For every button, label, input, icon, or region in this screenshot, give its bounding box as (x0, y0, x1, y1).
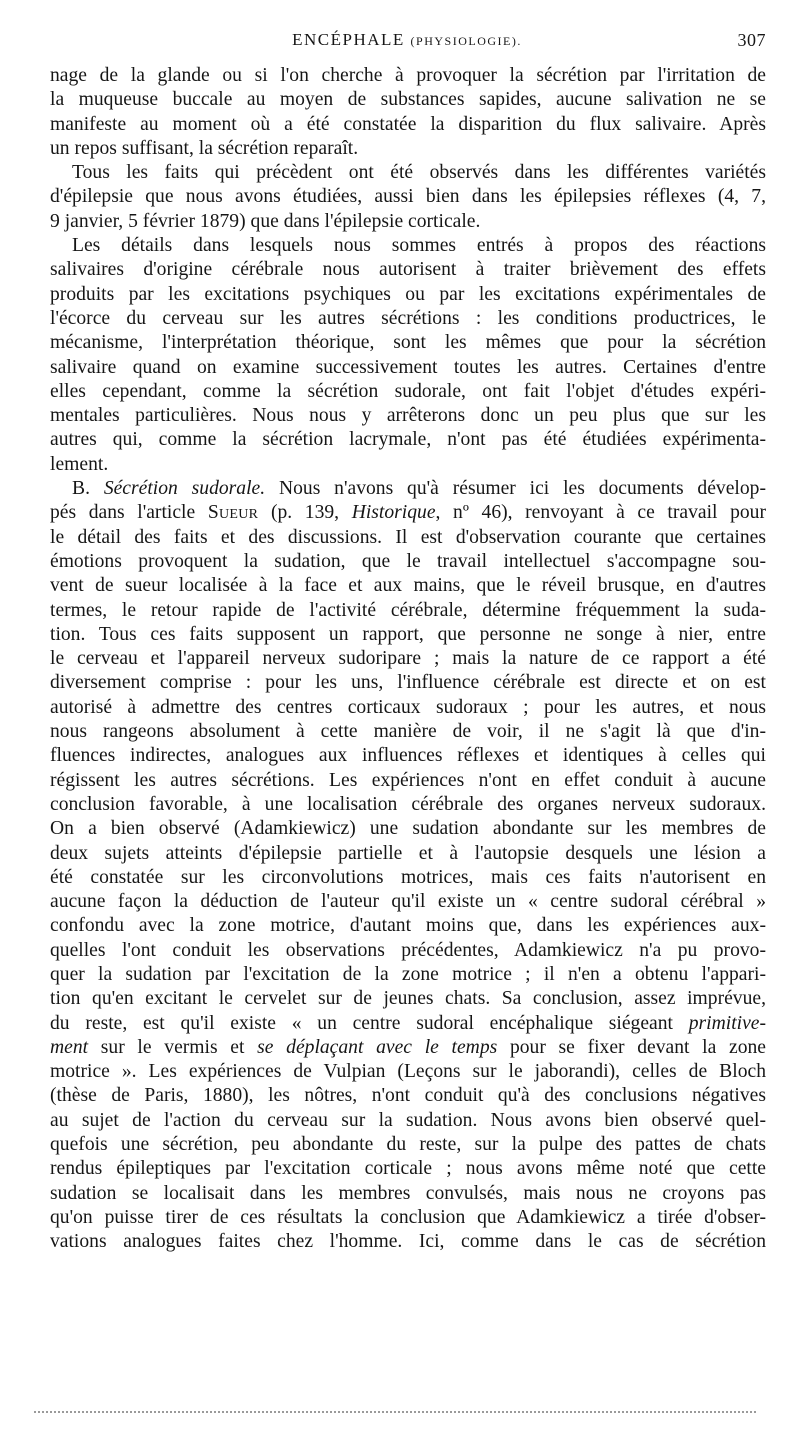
section-letter: B. (72, 478, 90, 500)
text-line: conclusion favorable, à une localisation cérébrale des organes nerveux sudoraux. (50, 793, 766, 815)
text-line: mentales particulières. Nous nous y arrêterons donc un peu plus que sur les (50, 405, 766, 427)
text-line: émotions provoquent la sudation, que le travail intellectuel s'accompagne sou- (50, 550, 766, 572)
article-reference: Sueur (207, 502, 259, 524)
head-section-text: (PHYSIOLOGIE). (410, 34, 522, 48)
text-line: motrice ». Les expériences de Vulpian (Leçons sur le jaborandi), celles de Bloch (50, 1061, 766, 1083)
text-line: confondu avec la zone motrice, d'autant moins que, dans les expériences aux- (50, 915, 766, 937)
text-line: le cerveau et l'appareil nerveux sudoripare ; mais la nature de ce rapport a été (50, 648, 766, 670)
section-line-rest: Nous n'avons qu'à résumer ici les documents dévelop- (278, 478, 766, 500)
text-line: autorisé à admettre des centres corticaux sudoraux ; pour les autres, et nous (50, 696, 766, 718)
text-run: pour se fixer devant la zone (509, 1036, 766, 1058)
text-line (50, 501, 766, 525)
text-run: du reste, est qu'il existe « un centre sudoral encéphalique siégeant (50, 1012, 673, 1034)
text-run: pés dans l'article (50, 502, 196, 524)
text-line: d'épilepsie que nous avons étudiées, aussi bien dans les épilepsies réflexes (4, 7, (50, 186, 766, 208)
text-line: quefois une sécrétion, peu abondante du reste, sur la pulpe des pattes de chats (50, 1134, 766, 1156)
text-line: nous rangeons absolument à cette manière de voir, il ne s'agit là que d'in- (50, 721, 766, 743)
text-line: salivaires d'origine cérébrale nous autorisent à traiter brièvement des effets (50, 259, 766, 281)
text-line (50, 1036, 766, 1060)
italic-run: se déplaçant avec le temps (257, 1036, 498, 1058)
head-title-text: ENCÉPHALE (292, 30, 405, 49)
text-line: elles cependant, comme la sécrétion sudorale, ont fait l'objet d'études expéri- (50, 380, 766, 402)
body-text (50, 64, 766, 1255)
text-line: quer la sudation par l'excitation de la zone motrice ; il n'en a obtenu l'appari- (50, 963, 766, 985)
text-line: termes, le retour rapide de l'activité cérébrale, détermine fréquemment la suda- (50, 599, 766, 621)
text-run: sur le vermis et (100, 1036, 245, 1058)
text-line: lement. (50, 453, 109, 475)
text-line: salivaire quand on examine successivement toutes les autres. Certaines d'entre (50, 356, 766, 378)
text-line: mécanisme, l'interprétation théorique, sont les mêmes que pour la sécrétion (50, 332, 766, 354)
text-run: (p. 139, (270, 502, 340, 524)
text-line: sudation se localisait dans les membres convulsés, mais nous ne croyons pas (50, 1182, 766, 1204)
text-run: , nº 46), renvoyant à ce travail pour (435, 502, 766, 524)
text-line: la muqueuse buccale au moyen de substances sapides, aucune salivation ne se (50, 89, 766, 111)
running-head (48, 30, 766, 54)
text-line: aucune façon la déduction de l'auteur qu'il existe un « centre sudoral cérébral » (50, 891, 766, 913)
text-line: régissent les autres sécrétions. Les expériences n'ont en effet conduit à aucune (50, 769, 766, 791)
text-line: qu'on puisse tirer de ces résultats la conclusion que Adamkiewicz a tirée d'obser- (50, 1206, 766, 1228)
italic-reference: Historique (351, 502, 436, 524)
text-line: rendus épileptiques par l'excitation corticale ; nous avons même noté que cette (50, 1158, 766, 1180)
text-line: nage de la glande ou si l'on cherche à provoquer la sécrétion par l'irritation de (50, 65, 766, 86)
text-line: produits par les excitations psychiques ou par les excitations expérimentales de (50, 283, 766, 305)
text-line: été constatée sur les circonvolutions motrices, mais ces faits n'autorisent en (50, 866, 766, 888)
text-line: Tous les faits qui précèdent ont été observés dans les différentes variétés (72, 162, 766, 184)
text-line: vations analogues faites chez l'homme. Ici, comme dans le cas de sécrétion (50, 1231, 766, 1253)
text-line: vent de sueur localisée à la face et aux mains, que le réveil brusque, en d'autres (50, 575, 766, 597)
section-title: Sécrétion sudorale. (103, 478, 266, 500)
text-line: l'écorce du cerveau sur les autres sécrétions : les conditions productrices, le (50, 307, 766, 329)
text-line: deux sujets atteints d'épilepsie partielle et à l'autopsie desquels une lésion a (50, 842, 766, 864)
text-line: 9 janvier, 5 février 1879) que dans l'épilepsie corticale. (50, 210, 481, 232)
text-line: au sujet de l'action du cerveau sur la sudation. Nous avons bien observé quel- (50, 1109, 766, 1131)
text-line: (thèse de Paris, 1880), les nôtres, n'ont conduit qu'à des conclusions négatives (50, 1085, 766, 1107)
text-line: On a bien observé (Adamkiewicz) une sudation abondante sur les membres de (50, 818, 766, 840)
text-line: tion. Tous ces faits supposent un rapport, que personne ne songe à nier, entre (50, 623, 766, 645)
text-line: fluences indirectes, analogues aux influences réflexes et identiques à celles qui (50, 745, 766, 767)
text-line: autres qui, comme la sécrétion lacrymale, n'ont pas été étudiées expérimenta- (50, 429, 766, 451)
text-line (50, 1012, 766, 1036)
page-number: 307 (737, 30, 766, 50)
italic-run: primitive- (688, 1012, 766, 1034)
text-line: Les détails dans lesquels nous sommes entrés à propos des réactions (72, 235, 766, 257)
text-line: manifeste au moment où a été constatée la disparition du flux salivaire. Après (50, 113, 766, 135)
text-line: un repos suffisant, la sécrétion reparaît. (50, 137, 359, 159)
italic-run: ment (50, 1036, 89, 1058)
section-b-heading-line (50, 477, 766, 501)
text-line: le détail des faits et des discussions. Il est d'observation courante que certaines (50, 526, 766, 548)
running-head-title (48, 30, 766, 50)
footer-dotted-rule (34, 1411, 756, 1413)
text-line: quelles l'ont conduit les observations précédentes, Adamkiewicz n'a pu provo- (50, 939, 766, 961)
text-line: diversement comprise : pour les uns, l'influence cérébrale est directe et on est (50, 672, 766, 694)
text-line: tion qu'en excitant le cervelet sur de jeunes chats. Sa conclusion, assez imprévue, (50, 988, 766, 1010)
